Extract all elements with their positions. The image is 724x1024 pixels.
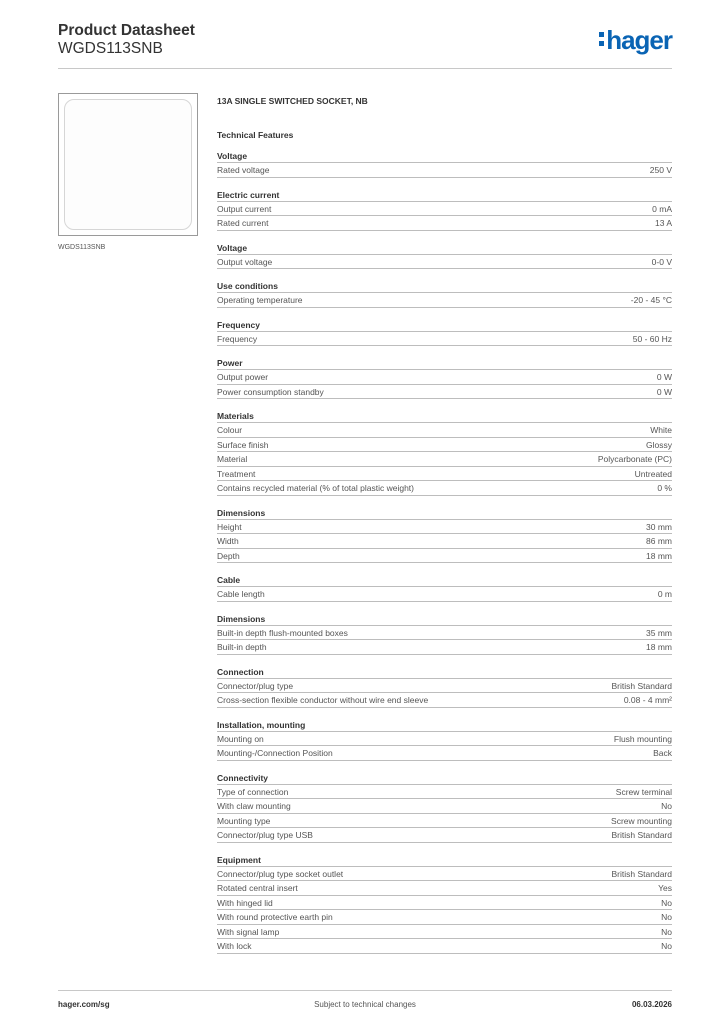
- feature-value: No: [661, 897, 672, 908]
- feature-value: No: [661, 801, 672, 811]
- feature-value: 0 %: [657, 483, 672, 493]
- section-title: Materials: [217, 410, 672, 423]
- feature-value: No: [661, 941, 672, 951]
- feature-section: [217, 189, 672, 231]
- feature-label: With hinged lid: [217, 897, 273, 908]
- feature-label: With round protective earth pin: [217, 912, 333, 922]
- feature-section: [217, 719, 672, 761]
- feature-value: Glossy: [646, 439, 672, 450]
- feature-row: [217, 828, 672, 843]
- feature-value: Screw terminal: [615, 786, 672, 797]
- feature-row: [217, 481, 672, 496]
- feature-label: Output current: [217, 203, 272, 214]
- feature-value: No: [661, 912, 672, 922]
- feature-label: Rated current: [217, 218, 269, 228]
- technical-features-title: Technical Features: [217, 130, 294, 140]
- section-title: Voltage: [217, 150, 672, 163]
- feature-row: [217, 385, 672, 400]
- feature-row: [217, 693, 672, 708]
- feature-value: No: [661, 926, 672, 937]
- feature-label: Mounting on: [217, 733, 264, 744]
- feature-section: [217, 772, 672, 843]
- feature-row: [217, 293, 672, 308]
- feature-row: [217, 785, 672, 800]
- feature-row: [217, 910, 672, 925]
- feature-value: 0 mA: [652, 203, 672, 214]
- feature-value: Back: [653, 748, 672, 758]
- feature-label: Width: [217, 536, 239, 546]
- feature-section: [217, 280, 672, 308]
- feature-label: Built-in depth flush-mounted boxes: [217, 627, 348, 638]
- feature-value: British Standard: [611, 868, 672, 879]
- feature-label: Built-in depth: [217, 642, 267, 652]
- section-title: Equipment: [217, 854, 672, 867]
- feature-value: Yes: [658, 883, 672, 893]
- feature-row: [217, 438, 672, 453]
- feature-label: Connector/plug type socket outlet: [217, 868, 344, 879]
- feature-label: Frequency: [217, 333, 258, 344]
- feature-label: Cross-section flexible conductor without wire end sleeve: [217, 695, 429, 705]
- footer-website: hager.com/sg: [58, 1000, 110, 1009]
- feature-value: British Standard: [611, 680, 672, 691]
- feature-label: Contains recycled material (% of total plastic weight): [217, 483, 414, 493]
- feature-row: [217, 423, 672, 438]
- feature-label: Rotated central insert: [217, 883, 298, 893]
- section-title: Electric current: [217, 189, 672, 202]
- feature-label: With lock: [217, 941, 252, 951]
- feature-label: Height: [217, 521, 242, 532]
- feature-label: Power consumption standby: [217, 386, 324, 397]
- feature-row: [217, 467, 672, 482]
- feature-value: 0 W: [656, 372, 672, 382]
- feature-row: [217, 814, 672, 829]
- feature-value: White: [650, 425, 672, 435]
- feature-value: 0 m: [657, 589, 672, 599]
- section-title: Frequency: [217, 319, 672, 332]
- feature-section: [217, 150, 672, 178]
- feature-value: 250 V: [649, 165, 672, 175]
- page-header: [58, 22, 672, 69]
- feature-row: [217, 925, 672, 940]
- logo-dots-icon: [599, 32, 604, 50]
- feature-label: Output voltage: [217, 256, 273, 267]
- feature-row: [217, 939, 672, 954]
- feature-row: [217, 163, 672, 178]
- feature-label: Treatment: [217, 468, 256, 479]
- document-title: Product Datasheet: [58, 22, 195, 39]
- feature-row: [217, 867, 672, 882]
- feature-label: With claw mounting: [217, 801, 291, 811]
- feature-row: [217, 216, 672, 231]
- feature-row: [217, 549, 672, 564]
- feature-value: Polycarbonate (PC): [597, 454, 672, 464]
- feature-value: -20 - 45 °C: [630, 295, 672, 305]
- feature-section: [217, 357, 672, 399]
- feature-label: Colour: [217, 425, 243, 435]
- feature-sections: [217, 150, 672, 954]
- feature-row: [217, 202, 672, 217]
- section-title: Connectivity: [217, 772, 672, 785]
- feature-row: [217, 679, 672, 694]
- feature-section: [217, 410, 672, 496]
- feature-row: [217, 520, 672, 535]
- feature-value: Flush mounting: [613, 733, 672, 744]
- section-title: Dimensions: [217, 507, 672, 520]
- feature-label: Mounting type: [217, 815, 271, 826]
- feature-value: 35 mm: [646, 627, 672, 638]
- feature-row: [217, 626, 672, 641]
- feature-row: [217, 452, 672, 467]
- feature-label: With signal lamp: [217, 926, 280, 937]
- section-title: Connection: [217, 666, 672, 679]
- section-title: Use conditions: [217, 280, 672, 293]
- hager-logo: [599, 26, 672, 54]
- feature-row: [217, 534, 672, 549]
- feature-row: [217, 587, 672, 602]
- feature-section: [217, 613, 672, 655]
- feature-row: [217, 746, 672, 761]
- feature-row: [217, 640, 672, 655]
- feature-value: 30 mm: [646, 521, 672, 532]
- feature-section: [217, 666, 672, 708]
- section-title: Cable: [217, 574, 672, 587]
- logo-text: hager: [606, 25, 672, 55]
- feature-section: [217, 854, 672, 954]
- feature-value: 0.08 - 4 mm²: [623, 695, 672, 705]
- footer-date: 06.03.2026: [631, 1000, 672, 1009]
- feature-row: [217, 896, 672, 911]
- feature-value: Untreated: [634, 468, 672, 479]
- feature-value: 18 mm: [646, 550, 672, 561]
- feature-value: Screw mounting: [611, 815, 672, 826]
- product-name: 13A SINGLE SWITCHED SOCKET, NB: [217, 96, 368, 106]
- product-image-caption: WGDS113SNB: [58, 244, 106, 251]
- feature-row: [217, 332, 672, 347]
- product-code: WGDS113SNB: [58, 40, 163, 57]
- feature-row: [217, 732, 672, 747]
- feature-value: 18 mm: [646, 642, 672, 652]
- feature-label: Connector/plug type USB: [217, 830, 313, 840]
- feature-label: Rated voltage: [217, 165, 270, 175]
- feature-row: [217, 255, 672, 270]
- feature-label: Connector/plug type: [217, 680, 294, 691]
- feature-value: 0-0 V: [651, 256, 672, 267]
- feature-section: [217, 242, 672, 270]
- feature-row: [217, 881, 672, 896]
- feature-section: [217, 319, 672, 347]
- product-image: [58, 93, 198, 236]
- feature-value: 0 W: [656, 386, 672, 397]
- feature-label: Type of connection: [217, 786, 289, 797]
- feature-label: Mounting-/Connection Position: [217, 748, 333, 758]
- footer-note: Subject to technical changes: [314, 1000, 416, 1009]
- socket-plate-image: [64, 99, 192, 230]
- feature-value: 50 - 60 Hz: [632, 333, 672, 344]
- section-title: Power: [217, 357, 672, 370]
- page-footer: [58, 990, 672, 1020]
- section-title: Voltage: [217, 242, 672, 255]
- feature-label: Material: [217, 454, 248, 464]
- feature-label: Depth: [217, 550, 240, 561]
- feature-label: Output power: [217, 372, 269, 382]
- feature-section: [217, 507, 672, 564]
- feature-label: Operating temperature: [217, 295, 303, 305]
- feature-label: Cable length: [217, 589, 265, 599]
- section-title: Installation, mounting: [217, 719, 672, 732]
- feature-label: Surface finish: [217, 439, 269, 450]
- feature-row: [217, 370, 672, 385]
- section-title: Dimensions: [217, 613, 672, 626]
- technical-content: [217, 94, 672, 954]
- feature-section: [217, 574, 672, 602]
- feature-value: 13 A: [654, 218, 672, 228]
- feature-value: British Standard: [611, 830, 672, 840]
- feature-row: [217, 799, 672, 814]
- feature-value: 86 mm: [646, 536, 672, 546]
